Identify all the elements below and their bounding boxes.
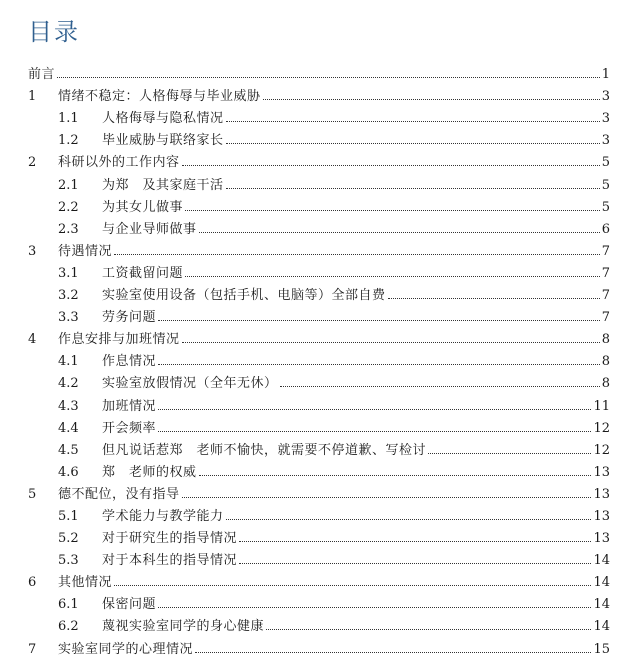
toc-entry-number: 2.3 bbox=[58, 221, 79, 237]
toc-entry-title: 与企业导师做事 bbox=[102, 221, 197, 237]
toc-page-number: 14 bbox=[593, 619, 610, 635]
toc-page-number: 3 bbox=[601, 111, 610, 127]
toc-section-entry[interactable] bbox=[28, 147, 610, 169]
toc-dot-leader bbox=[226, 518, 592, 520]
toc-dot-leader bbox=[263, 98, 600, 100]
toc-entry-title: 作息情况 bbox=[102, 354, 157, 370]
toc-entry-title: 保密问题 bbox=[102, 597, 157, 613]
toc-page-number: 7 bbox=[601, 310, 610, 326]
toc-preface-entry[interactable] bbox=[28, 59, 610, 81]
toc-dot-leader bbox=[182, 341, 600, 343]
toc-page-number: 11 bbox=[593, 398, 610, 414]
toc-subsection-entry[interactable] bbox=[28, 214, 610, 236]
toc-entry-title: 实验室同学的心理情况 bbox=[58, 641, 194, 657]
toc-page-number: 8 bbox=[601, 376, 610, 392]
toc-entry-number: 4 bbox=[28, 332, 37, 348]
toc-entry-title: 实验室使用设备（包括手机、电脑等）全部自费 bbox=[102, 288, 386, 304]
toc-entry-title: 人格侮辱与隐私情况 bbox=[102, 111, 224, 127]
toc-entry-title: 开会频率 bbox=[102, 420, 157, 436]
toc-entry-number: 4.3 bbox=[58, 398, 79, 414]
toc-entry-title: 为其女儿做事 bbox=[102, 199, 184, 215]
toc-entry-title: 科研以外的工作内容 bbox=[58, 155, 180, 171]
toc-entry-title: 待遇情况 bbox=[58, 243, 113, 259]
toc-entry-number: 6 bbox=[28, 575, 37, 591]
toc-page-number: 3 bbox=[601, 133, 610, 149]
toc-entry-title: 前言 bbox=[28, 67, 56, 83]
toc-entry-title: 郑 老师的权威 bbox=[102, 464, 197, 480]
toc-subsection-entry[interactable] bbox=[28, 545, 610, 567]
toc-entry-number: 7 bbox=[28, 641, 37, 657]
toc-dot-leader bbox=[185, 209, 600, 211]
toc-page-number: 5 bbox=[601, 155, 610, 171]
toc-entry-title: 蔑视实验室同学的身心健康 bbox=[102, 619, 265, 635]
toc-page-number: 14 bbox=[593, 597, 610, 613]
toc-subsection-entry[interactable] bbox=[28, 611, 610, 633]
toc-entry-number: 5 bbox=[28, 486, 37, 502]
toc-page-number: 14 bbox=[593, 553, 610, 569]
toc-entry-number: 5.2 bbox=[58, 531, 79, 547]
toc-entry-title: 对于本科生的指导情况 bbox=[102, 553, 238, 569]
toc-entry-number: 4.2 bbox=[58, 376, 79, 392]
toc-page-number: 5 bbox=[601, 199, 610, 215]
toc-subsection-entry[interactable] bbox=[28, 501, 610, 523]
toc-dot-leader bbox=[158, 606, 591, 608]
toc-entry-number: 5.3 bbox=[58, 553, 79, 569]
toc-page-number: 5 bbox=[601, 177, 610, 193]
toc-entry-title: 实验室放假情况（全年无休） bbox=[102, 376, 278, 392]
toc-entry-title: 德不配位，没有指导 bbox=[58, 486, 180, 502]
toc-dot-leader bbox=[226, 142, 600, 144]
toc-section-entry[interactable] bbox=[28, 324, 610, 346]
toc-dot-leader bbox=[226, 187, 600, 189]
toc-dot-leader bbox=[158, 319, 600, 321]
toc-entry-title: 加班情况 bbox=[102, 398, 157, 414]
toc-entry-number: 2.2 bbox=[58, 199, 79, 215]
toc-subsection-entry[interactable] bbox=[28, 435, 610, 457]
toc-entry-title: 工资截留问题 bbox=[102, 265, 184, 281]
toc-subsection-entry[interactable] bbox=[28, 125, 610, 147]
toc-subsection-entry[interactable] bbox=[28, 302, 610, 324]
toc-subsection-entry[interactable] bbox=[28, 280, 610, 302]
toc-page-number: 7 bbox=[601, 265, 610, 281]
toc-subsection-entry[interactable] bbox=[28, 346, 610, 368]
toc-entry-number: 3.1 bbox=[58, 265, 79, 281]
toc-page-number: 6 bbox=[601, 221, 610, 237]
toc-entry-number: 6.1 bbox=[58, 597, 79, 613]
toc-entry-number: 3.2 bbox=[58, 288, 79, 304]
toc-subsection-entry[interactable] bbox=[28, 103, 610, 125]
toc-page-number: 13 bbox=[593, 486, 610, 502]
toc-subsection-entry[interactable] bbox=[28, 169, 610, 191]
toc-subsection-entry[interactable] bbox=[28, 368, 610, 390]
toc-dot-leader bbox=[182, 496, 592, 498]
toc-subsection-entry[interactable] bbox=[28, 589, 610, 611]
toc-dot-leader bbox=[114, 253, 600, 255]
toc-page-number: 7 bbox=[601, 288, 610, 304]
toc-page-number: 14 bbox=[593, 575, 610, 591]
toc-dot-leader bbox=[57, 76, 600, 78]
toc-entry-title: 毕业威胁与联络家长 bbox=[102, 133, 224, 149]
toc-dot-leader bbox=[182, 164, 600, 166]
table-of-contents bbox=[28, 59, 610, 656]
toc-subsection-entry[interactable] bbox=[28, 523, 610, 545]
toc-subsection-entry[interactable] bbox=[28, 457, 610, 479]
toc-dot-leader bbox=[158, 408, 591, 410]
toc-dot-leader bbox=[428, 452, 591, 454]
toc-entry-number: 4.1 bbox=[58, 354, 79, 370]
toc-page-number: 13 bbox=[593, 508, 610, 524]
toc-entry-number: 2.1 bbox=[58, 177, 79, 193]
toc-entry-number: 1.2 bbox=[58, 133, 79, 149]
toc-dot-leader bbox=[239, 562, 591, 564]
toc-entry-number: 5.1 bbox=[58, 508, 79, 524]
toc-section-entry[interactable] bbox=[28, 479, 610, 501]
toc-dot-leader bbox=[185, 275, 600, 277]
toc-subsection-entry[interactable] bbox=[28, 390, 610, 412]
toc-page-number: 8 bbox=[601, 332, 610, 348]
toc-dot-leader bbox=[266, 628, 591, 630]
toc-entry-number: 4.6 bbox=[58, 464, 79, 480]
document-title: 目录 bbox=[28, 18, 80, 46]
toc-entry-title: 学术能力与教学能力 bbox=[102, 508, 224, 524]
toc-entry-number: 4.4 bbox=[58, 420, 79, 436]
toc-dot-leader bbox=[158, 363, 600, 365]
toc-entry-title: 作息安排与加班情况 bbox=[58, 332, 180, 348]
toc-entry-number: 3.3 bbox=[58, 310, 79, 326]
toc-page-number: 12 bbox=[593, 420, 610, 436]
toc-page-number: 15 bbox=[593, 641, 610, 657]
toc-dot-leader bbox=[199, 231, 600, 233]
toc-page-number: 13 bbox=[593, 464, 610, 480]
toc-section-entry[interactable] bbox=[28, 633, 610, 655]
toc-page-number: 12 bbox=[593, 442, 610, 458]
toc-page-number: 7 bbox=[601, 243, 610, 259]
toc-entry-title: 劳务问题 bbox=[102, 310, 157, 326]
toc-dot-leader bbox=[195, 651, 591, 653]
toc-dot-leader bbox=[226, 120, 600, 122]
toc-entry-title: 其他情况 bbox=[58, 575, 113, 591]
toc-entry-title: 对于研究生的指导情况 bbox=[102, 531, 238, 547]
toc-dot-leader bbox=[239, 540, 591, 542]
toc-entry-number: 1 bbox=[28, 89, 37, 105]
toc-page-number: 13 bbox=[593, 531, 610, 547]
toc-page-number: 3 bbox=[601, 89, 610, 105]
toc-entry-number: 2 bbox=[28, 155, 37, 171]
toc-entry-title: 但凡说话惹郑 老师不愉快，就需要不停道歉、写检讨 bbox=[102, 442, 427, 458]
toc-section-entry[interactable] bbox=[28, 567, 610, 589]
toc-entry-title: 情绪不稳定：人格侮辱与毕业威胁 bbox=[58, 89, 261, 105]
toc-dot-leader bbox=[388, 297, 600, 299]
toc-entry-number: 1.1 bbox=[58, 111, 79, 127]
toc-subsection-entry[interactable] bbox=[28, 192, 610, 214]
toc-entry-number: 4.5 bbox=[58, 442, 79, 458]
toc-entry-number: 3 bbox=[28, 243, 37, 259]
toc-page-number: 1 bbox=[601, 67, 610, 83]
toc-subsection-entry[interactable] bbox=[28, 258, 610, 280]
toc-section-entry[interactable] bbox=[28, 81, 610, 103]
toc-subsection-entry[interactable] bbox=[28, 413, 610, 435]
toc-entry-title: 为郑 及其家庭干活 bbox=[102, 177, 224, 193]
toc-section-entry[interactable] bbox=[28, 236, 610, 258]
toc-entry-number: 6.2 bbox=[58, 619, 79, 635]
toc-dot-leader bbox=[280, 385, 600, 387]
toc-page-number: 8 bbox=[601, 354, 610, 370]
toc-dot-leader bbox=[199, 474, 592, 476]
toc-dot-leader bbox=[158, 430, 591, 432]
toc-dot-leader bbox=[114, 584, 591, 586]
